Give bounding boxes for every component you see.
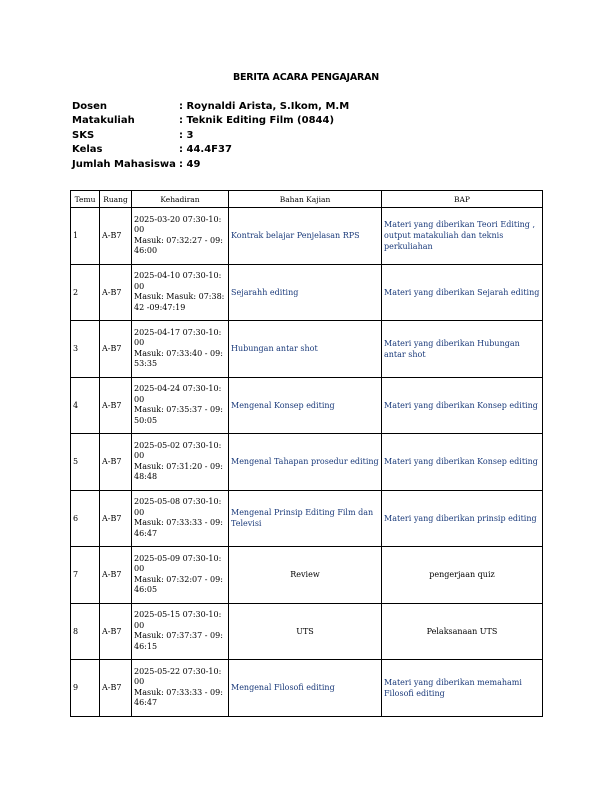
kehadiran-jadwal: 2025-05-02 07:30-10:00 <box>134 440 222 461</box>
info-value: : Teknik Editing Film (0844) <box>179 115 335 127</box>
header-kehadiran: Kehadiran <box>132 191 229 208</box>
info-row-kelas <box>72 143 349 157</box>
table-row <box>71 660 543 717</box>
cell-bahan-kajian: Kontrak belajar Penjelasan RPS <box>229 208 382 265</box>
table-row <box>71 603 543 660</box>
kehadiran-jadwal: 2025-04-24 07:30-10:00 <box>134 384 222 404</box>
teaching-record-table <box>70 190 543 717</box>
cell-ruang: A-B7 <box>100 208 132 265</box>
cell-ruang: A-B7 <box>100 321 132 378</box>
cell-bahan-kajian: Mengenal Prinsip Editing Film dan Televisi <box>229 490 382 547</box>
info-row-jumlah-mahasiswa <box>72 158 349 172</box>
kehadiran-jadwal: 2025-05-08 07:30-10:00 <box>134 497 222 517</box>
cell-bap: Pelaksanaan UTS <box>382 603 543 660</box>
info-label: Dosen <box>72 101 108 112</box>
table-header-row <box>71 191 543 208</box>
kehadiran-masuk: Masuk: 07:33:33 - 09:46:47 <box>134 687 223 708</box>
kehadiran-jadwal: 2025-04-17 07:30-10:00 <box>134 327 222 348</box>
cell-bap: Materi yang diberikan Konsep editing <box>382 434 543 491</box>
cell-ruang: A-B7 <box>100 547 132 604</box>
kehadiran-masuk: Masuk: 07:32:07 - 09:46:05 <box>134 574 223 595</box>
kehadiran-masuk: Masuk: 07:33:40 - 09:53:35 <box>134 348 223 369</box>
cell-kehadiran <box>132 490 229 547</box>
table-row <box>71 321 543 378</box>
cell-bap: Materi yang diberikan prinsip editing <box>382 490 543 547</box>
table-row <box>71 264 543 321</box>
cell-bap: Materi yang diberikan Sejarah editing <box>382 264 543 321</box>
kehadiran-jadwal: 2025-04-10 07:30-10:00 <box>134 271 222 291</box>
cell-temu: 4 <box>71 377 100 434</box>
cell-bap: Materi yang diberikan Teori Editing , output matakuliah dan teknis perkuliahan <box>382 208 543 265</box>
info-row-sks <box>72 129 349 143</box>
kehadiran-masuk: Masuk: 07:33:33 - 09:46:47 <box>134 518 223 538</box>
cell-bap: pengerjaan quiz <box>382 547 543 604</box>
kehadiran-jadwal: 2025-05-15 07:30-10:00 <box>134 610 222 630</box>
table-row <box>71 434 543 491</box>
cell-ruang: A-B7 <box>100 264 132 321</box>
cell-bahan-kajian: Mengenal Tahapan prosedur editing <box>229 434 382 491</box>
cell-bap: Materi yang diberikan Hubungan antar shot <box>382 321 543 378</box>
cell-kehadiran <box>132 434 229 491</box>
table-row <box>71 208 543 265</box>
cell-temu: 2 <box>71 264 100 321</box>
cell-kehadiran <box>132 660 229 717</box>
kehadiran-jadwal: 2025-03-20 07:30-10:00 <box>134 214 222 235</box>
course-info <box>72 100 349 172</box>
info-value: : Roynaldi Arista, S.Ikom, M.M <box>179 101 350 112</box>
info-label: Kelas <box>72 144 103 156</box>
cell-kehadiran <box>132 603 229 660</box>
info-row-matakuliah <box>72 114 349 128</box>
info-value: : 3 <box>179 129 194 141</box>
cell-bahan-kajian: Sejarahh editing <box>229 264 382 321</box>
document-title: BERITA ACARA PENGAJARAN <box>232 72 380 83</box>
table-row <box>71 547 543 604</box>
info-value: : 44.4F37 <box>179 144 232 156</box>
cell-ruang: A-B7 <box>100 377 132 434</box>
table-row <box>71 377 543 434</box>
cell-temu: 9 <box>71 660 100 717</box>
cell-temu: 3 <box>71 321 100 378</box>
header-bap: BAP <box>382 191 543 208</box>
cell-kehadiran <box>132 208 229 265</box>
info-row-dosen <box>72 100 349 114</box>
kehadiran-masuk: Masuk: 07:31:20 - 09:48:48 <box>134 461 223 482</box>
cell-bahan-kajian: UTS <box>229 603 382 660</box>
header-bahan-kajian: Bahan Kajian <box>229 191 382 208</box>
info-label: Jumlah Mahasiswa <box>72 158 176 170</box>
info-label: Matakuliah <box>72 115 135 127</box>
cell-temu: 7 <box>71 547 100 604</box>
kehadiran-jadwal: 2025-05-22 07:30-10:00 <box>134 666 222 687</box>
cell-temu: 6 <box>71 490 100 547</box>
kehadiran-masuk: Masuk: 07:37:37 - 09:46:15 <box>134 631 223 651</box>
cell-temu: 8 <box>71 603 100 660</box>
cell-kehadiran <box>132 377 229 434</box>
cell-bahan-kajian: Mengenal Filosofi editing <box>229 660 382 717</box>
header-ruang: Ruang <box>100 191 132 208</box>
kehadiran-masuk: Masuk: 07:35:37 - 09:50:05 <box>134 405 223 425</box>
header-temu: Temu <box>71 191 100 208</box>
kehadiran-masuk: Masuk: 07:32:27 - 09:46:00 <box>134 235 223 256</box>
table-row <box>71 490 543 547</box>
info-label: SKS <box>72 129 95 141</box>
cell-bahan-kajian: Review <box>229 547 382 604</box>
kehadiran-jadwal: 2025-05-09 07:30-10:00 <box>134 553 222 574</box>
cell-bap: Materi yang diberikan Konsep editing <box>382 377 543 434</box>
cell-temu: 1 <box>71 208 100 265</box>
cell-kehadiran <box>132 264 229 321</box>
cell-ruang: A-B7 <box>100 434 132 491</box>
cell-ruang: A-B7 <box>100 490 132 547</box>
kehadiran-masuk: Masuk: Masuk: 07:38:42 -09:47:19 <box>134 292 225 312</box>
cell-ruang: A-B7 <box>100 603 132 660</box>
cell-temu: 5 <box>71 434 100 491</box>
cell-kehadiran <box>132 321 229 378</box>
cell-kehadiran <box>132 547 229 604</box>
cell-bahan-kajian: Hubungan antar shot <box>229 321 382 378</box>
cell-ruang: A-B7 <box>100 660 132 717</box>
cell-bahan-kajian: Mengenal Konsep editing <box>229 377 382 434</box>
info-value: : 49 <box>179 158 201 170</box>
cell-bap: Materi yang diberikan memahami Filosofi editing <box>382 660 543 717</box>
